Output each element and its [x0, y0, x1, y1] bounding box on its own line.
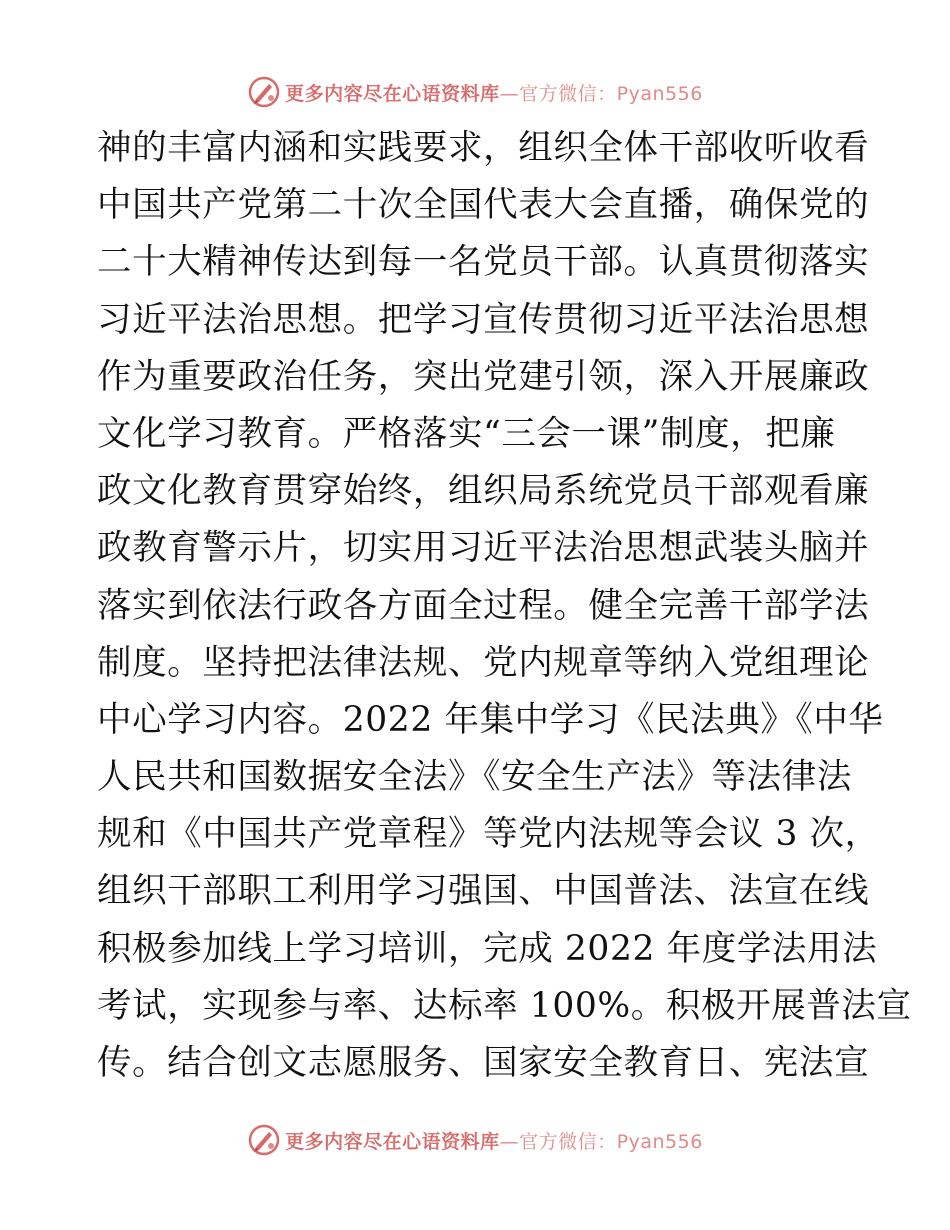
header-banner-title: 更多内容尽在心语资料库	[285, 82, 500, 105]
text-line: 制度。坚持把法律法规、党内规章等纳入党组理论	[97, 642, 870, 683]
logo-icon	[247, 75, 281, 109]
header-banner-contact: —官方微信：Pyan556	[499, 82, 703, 105]
header-banner	[0, 72, 950, 112]
text-line: 积极参加线上学习培训，完成 2022 年度学法用法	[97, 928, 878, 969]
header-banner-text	[285, 79, 703, 106]
text-line: 中国共产党第二十次全国代表大会直播，确保党的	[97, 185, 870, 226]
footer-banner	[0, 1120, 950, 1160]
text-line: 传。结合创文志愿服务、国家安全教育日、宪法宣	[97, 1043, 870, 1083]
text-line: 政教育警示片，切实用习近平法治思想武装头脑并	[97, 528, 870, 569]
text-line: 人民共和国数据安全法》《安全生产法》等法律法	[97, 757, 852, 798]
text-line: 政文化教育贯穿始终，组织局系统党员干部观看廉	[97, 471, 870, 512]
text-line: 落实到依法行政各方面全过程。健全完善干部学法	[97, 585, 870, 626]
text-line: 习近平法治思想。把学习宣传贯彻习近平法治思想	[97, 299, 870, 340]
text-line: 组织干部职工利用学习强国、中国普法、法宣在线	[97, 871, 870, 912]
footer-banner-contact: —官方微信：Pyan556	[499, 1130, 703, 1153]
text-line: 作为重要政治任务，突出党建引领，深入开展廉政	[97, 356, 870, 397]
text-line: 神的丰富内涵和实践要求，组织全体干部收听收看	[97, 128, 870, 168]
text-line: 规和《中国共产党章程》等党内法规等会议 3 次，	[97, 814, 880, 855]
logo-icon	[247, 1123, 281, 1157]
document-body	[97, 120, 912, 1092]
text-line: 中心学习内容。2022 年集中学习《民法典》《中华	[97, 699, 884, 740]
footer-banner-text	[285, 1127, 703, 1154]
text-line: 二十大精神传达到每一名党员干部。认真贯彻落实	[97, 242, 870, 283]
text-line: 文化学习教育。严格落实“三会一课”制度，把廉	[97, 413, 836, 454]
text-line: 考试，实现参与率、达标率 100%。积极开展普法宣	[97, 985, 912, 1026]
footer-banner-title: 更多内容尽在心语资料库	[285, 1130, 500, 1153]
